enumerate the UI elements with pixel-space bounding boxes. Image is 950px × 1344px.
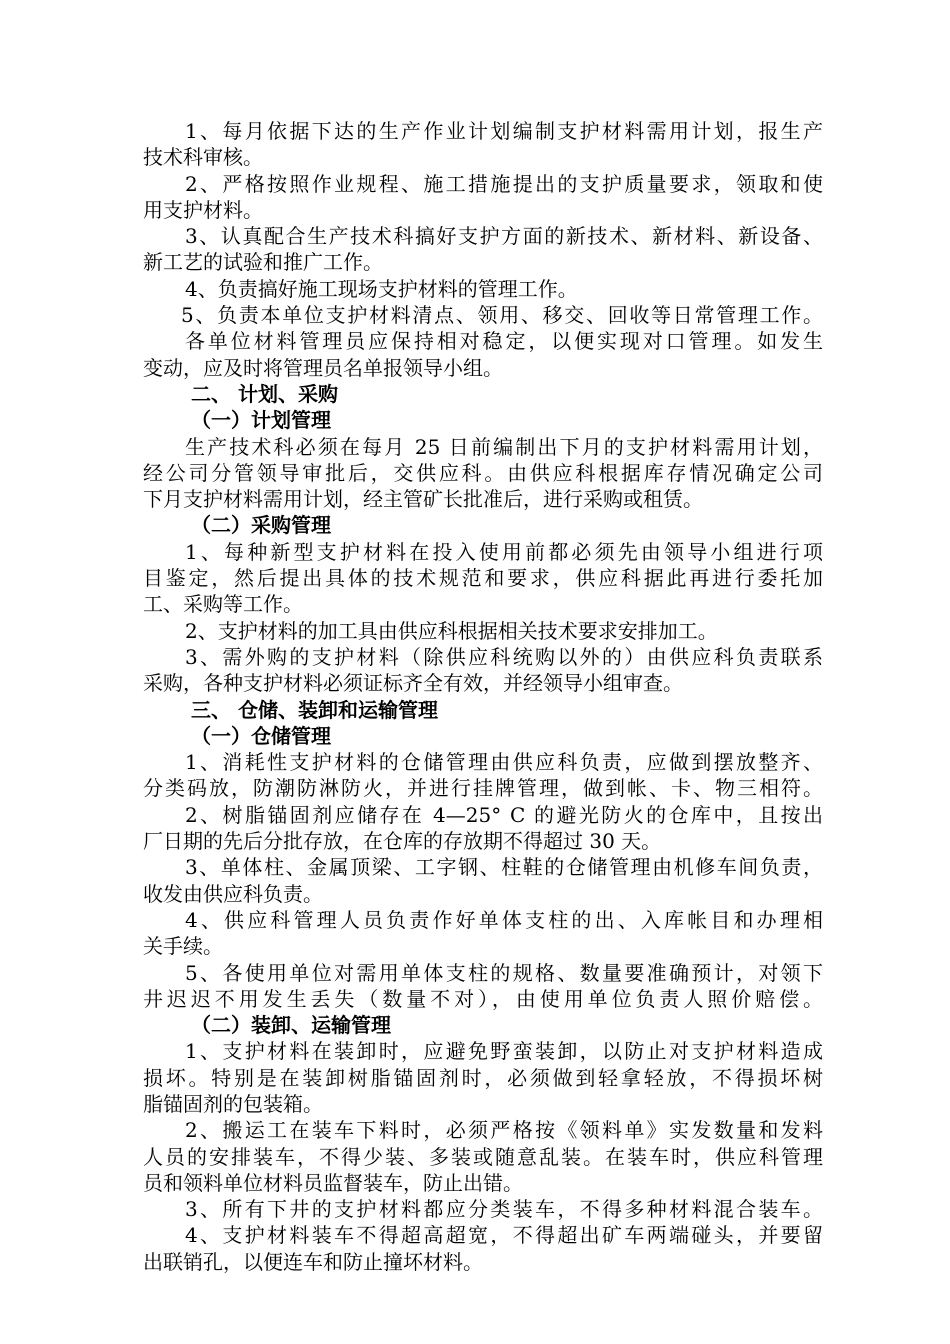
text-line: 3、单体柱、金属顶梁、工字钢、柱鞋的仓储管理由机修车间负责， [185, 855, 823, 880]
text-line: 变动，应及时将管理员名单报领导小组。 [143, 355, 503, 380]
text-line: 3、需外购的支护材料（除供应科统购以外的）由供应科负责联系 [185, 644, 823, 669]
section-heading: （一）仓储管理 [191, 723, 331, 748]
text-line: 各单位材料管理员应保持相对稳定，以便实现对口管理。如发生 [185, 329, 823, 354]
text-line: 采购，各种支护材料必须证标齐全有效，并经领导小组审查。 [143, 671, 683, 696]
text-line: 技术科审核。 [143, 145, 263, 170]
text-line: 1、每月依据下达的生产作业计划编制支护材料需用计划，报生产 [185, 119, 823, 143]
text-line: 下月支护材料需用计划，经主管矿长批准后，进行采购或租赁。 [143, 487, 703, 512]
text-line: 关手续。 [143, 934, 223, 959]
text-line: 3、所有下井的支护材料都应分类装车，不得多种材料混合装车。 [185, 1197, 823, 1222]
text-line: 5、各使用单位对需用单体支柱的规格、数量要准确预计，对领下 [185, 960, 823, 985]
text-line: 分类码放，防潮防淋防火，并进行挂牌管理，做到帐、卡、物三相符。 [143, 776, 823, 801]
text-line: 生产技术科必须在每月 25 日前编制出下月的支护材料需用计划， [185, 434, 823, 459]
text-line: 1、消耗性支护材料的仓储管理由供应科负责，应做到摆放整齐、 [185, 750, 823, 775]
text-line: 收发由供应科负责。 [143, 881, 323, 906]
text-line: 4、负责搞好施工现场支护材料的管理工作。 [185, 276, 578, 301]
section-heading: （二）装卸、运输管理 [191, 1013, 391, 1038]
text-line: 脂锚固剂的包装箱。 [143, 1091, 323, 1116]
text-line: 经公司分管领导审批后，交供应科。由供应科根据库存情况确定公司 [143, 460, 823, 485]
text-line: 目鉴定，然后提出具体的技术规范和要求，供应科据此再进行委托加 [143, 566, 823, 591]
section-heading: （一）计划管理 [191, 408, 331, 433]
section-heading: 三、 仓储、装卸和运输管理 [191, 697, 438, 722]
text-line: 4、支护材料装车不得超高超宽，不得超出矿车两端碰头，并要留 [185, 1223, 823, 1248]
text-line: 1、每种新型支护材料在投入使用前都必须先由领导小组进行项 [185, 539, 823, 564]
text-line: 用支护材料。 [143, 197, 263, 222]
text-line: 2、支护材料的加工具由供应科根据相关技术要求安排加工。 [185, 618, 718, 643]
text-line: 工、采购等工作。 [143, 592, 303, 617]
section-heading: 二、 计划、采购 [191, 381, 338, 406]
text-line: 1、支护材料在装卸时，应避免野蛮装卸，以防止对支护材料造成 [185, 1039, 823, 1064]
text-line: 损坏。特别是在装卸树脂锚固剂时，必须做到轻拿轻放，不得损坏树 [143, 1065, 823, 1090]
text-line: 4、供应科管理人员负责作好单体支柱的出、入库帐目和办理相 [185, 907, 823, 932]
text-line: 员和领料单位材料员监督装车，防止出错。 [143, 1170, 523, 1195]
text-line: 厂日期的先后分批存放，在仓库的存放期不得超过 30 天。 [143, 829, 662, 854]
text-line: 2、严格按照作业规程、施工措施提出的支护质量要求，领取和使 [185, 171, 823, 196]
text-line: 出联销孔，以便连车和防止撞坏材料。 [143, 1249, 483, 1274]
text-line: 2、搬运工在装车下料时，必须严格按《领料单》实发数量和发料 [185, 1118, 823, 1143]
text-line: 新工艺的试验和推广工作。 [143, 250, 383, 275]
document-body [143, 118, 823, 1275]
text-line: 3、认真配合生产技术科搞好支护方面的新技术、新材料、新设备、 [185, 224, 823, 249]
text-line: 2、树脂锚固剂应储存在 4—25° C 的避光防火的仓库中，且按出 [185, 802, 823, 827]
text-line: 井迟迟不用发生丢失（数量不对），由使用单位负责人照价赔偿。 [143, 986, 823, 1011]
text-line: 5、负责本单位支护材料清点、领用、移交、回收等日常管理工作。 [181, 303, 823, 328]
section-heading: （二）采购管理 [191, 513, 331, 538]
text-line: 人员的安排装车，不得少装、多装或随意乱装。在装车时，供应科管理 [143, 1144, 823, 1169]
